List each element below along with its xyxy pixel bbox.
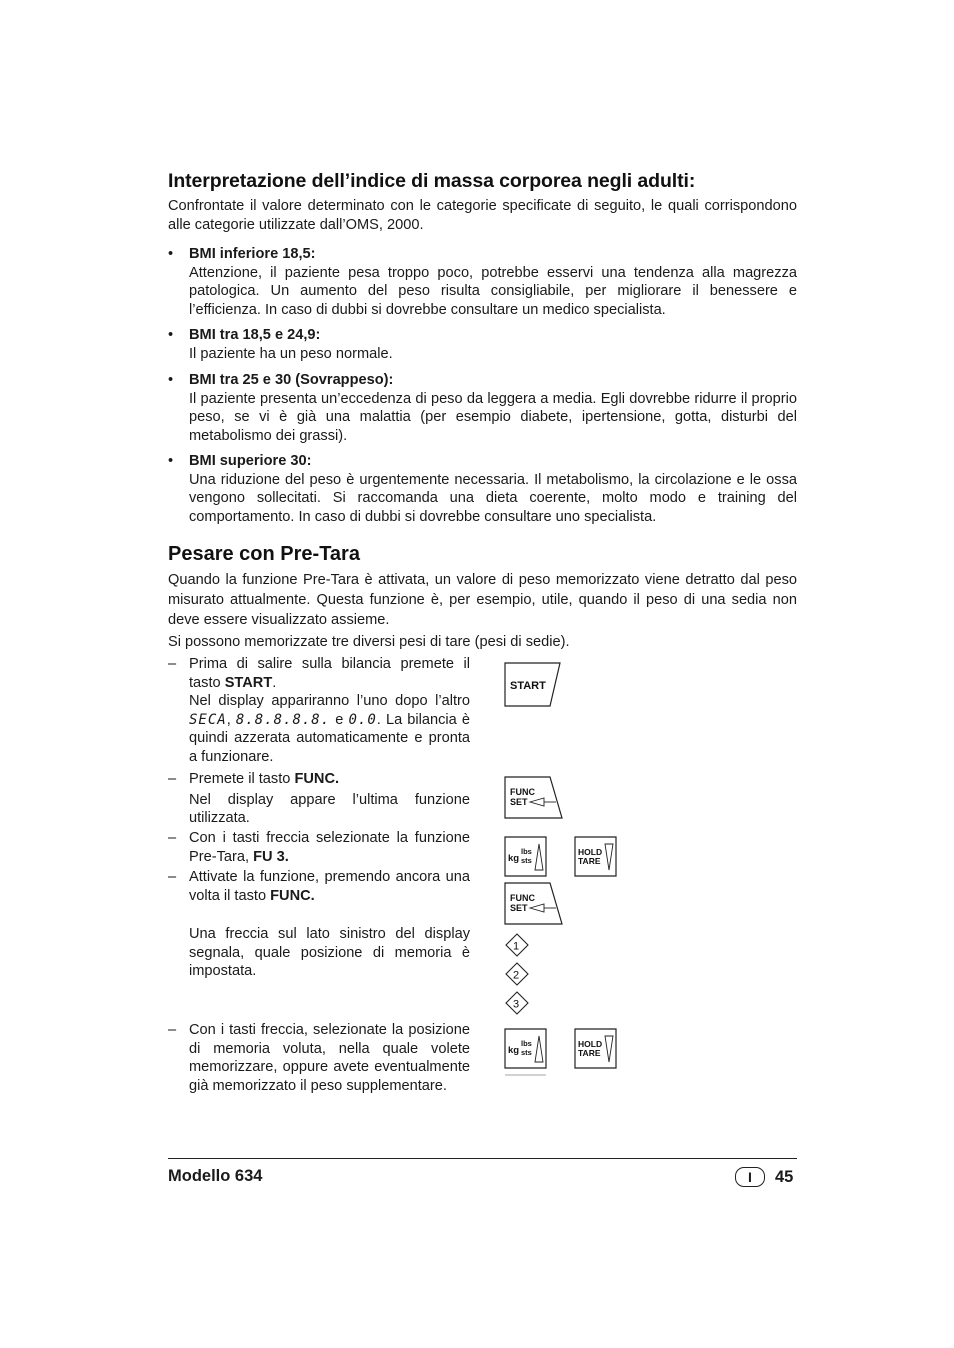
dash: – bbox=[168, 869, 177, 885]
list-item bbox=[168, 371, 797, 445]
kg-lbs-arrow-key[interactable] bbox=[504, 836, 548, 878]
hold-tare-arrow-key[interactable] bbox=[574, 1028, 620, 1070]
kg-label: kg bbox=[508, 1045, 520, 1056]
dash: – bbox=[168, 771, 177, 787]
step-text: Nel display appariranno l’uno dopo l’altro bbox=[189, 693, 470, 709]
step-text: Attivate la funzione, premendo ancora una volta il tasto bbox=[189, 869, 470, 904]
step-text: Nel display appare l’ultima funzione utilizzata. bbox=[189, 791, 470, 826]
list-item bbox=[168, 326, 797, 363]
dash: – bbox=[168, 1022, 177, 1038]
list-item bbox=[168, 452, 797, 526]
step-text: . bbox=[272, 674, 277, 691]
hold-tare-arrow-key[interactable] bbox=[574, 836, 620, 878]
kg-lbs-arrow-key[interactable] bbox=[504, 1028, 548, 1078]
kg-label: kg bbox=[508, 853, 520, 864]
lcd-seca: SECA bbox=[189, 711, 227, 728]
step-text: e bbox=[330, 711, 349, 728]
tare-label: TARE bbox=[578, 1048, 601, 1058]
section-title-pretara: Pesare con Pre-Tara bbox=[168, 543, 360, 565]
start-key[interactable] bbox=[504, 662, 562, 708]
dash: – bbox=[168, 656, 177, 672]
memory-3-icon bbox=[504, 991, 530, 1015]
list-item-heading: BMI superiore 30: bbox=[189, 453, 312, 469]
lbs-label: lbs bbox=[521, 1039, 532, 1048]
list-item-text: Il paziente presenta un’eccedenza di peso da leggera a media. Egli dovrebbe ridurre il proprio peso, se vi è già una malattia (per esempio diabete, ipertensione, gotta, disturbi del metabolismo dei grassi). bbox=[189, 390, 797, 444]
lbs-label: lbs bbox=[521, 847, 532, 856]
func-set-key[interactable] bbox=[504, 882, 564, 926]
section-intro-bmi: Confrontate il valore determinato con le categorie specificate di seguito, le quali corrispondono alle categorie utilizzate dall’OMS, 2000. bbox=[168, 198, 797, 233]
step-text: , bbox=[226, 711, 236, 728]
lcd-zero: 0.0 bbox=[348, 711, 377, 728]
list-item-heading: BMI inferiore 18,5: bbox=[189, 246, 316, 262]
list-item-heading: BMI tra 18,5 e 24,9: bbox=[189, 327, 321, 343]
list-item-text: Il paziente ha un peso normale. bbox=[189, 345, 393, 362]
step-text: Premete il tasto bbox=[189, 771, 295, 787]
list-item-text: Una riduzione del peso è urgentemente necessaria. Il metabolismo, la circolazione e le ossa vengono sollecitati. Si raccomanda una dieta coerente, molto modo e training del comportamento. In caso di dubbi si dovrebbe consultare uno specialista. bbox=[189, 471, 797, 525]
step-text: Una freccia sul lato sinistro del display segnala, quale posizione di memoria è impostata. bbox=[189, 926, 470, 979]
func-set-key[interactable] bbox=[504, 776, 564, 820]
set-label: SET bbox=[510, 903, 528, 913]
page-number: 45 bbox=[775, 1167, 794, 1186]
step-3 bbox=[168, 829, 470, 866]
memory-1-icon bbox=[504, 933, 530, 957]
section-intro-pretara: Quando la funzione Pre-Tara è attivata, un valore di peso memorizzato viene detratto dal peso misurato attualmente. Questa funzione è, per esempio, utile, quando il peso di una sedia non deve essere visualizzato assieme. bbox=[168, 572, 797, 628]
step-4 bbox=[168, 868, 470, 981]
section-intro2-pretara: Si possono memorizzate tre diversi pesi di tare (pesi di sedie). bbox=[168, 634, 570, 650]
language-badge: I bbox=[735, 1167, 765, 1187]
step-key-label: FUNC. bbox=[294, 771, 340, 787]
memory-2-icon bbox=[504, 962, 530, 986]
step-text: Prima di salire sulla bilancia premete il tasto bbox=[189, 656, 470, 691]
memory-2-label: 2 bbox=[513, 969, 520, 982]
step-5 bbox=[168, 1021, 470, 1095]
section-title-bmi: Interpretazione dell’indice di massa corporea negli adulti: bbox=[168, 170, 696, 192]
sts-label: sts bbox=[521, 1048, 532, 1057]
memory-1-label: 1 bbox=[513, 940, 520, 953]
start-key-label: START bbox=[510, 680, 546, 692]
bullet: • bbox=[168, 327, 174, 343]
step-text: Con i tasti freccia selezionate la funzione Pre-Tara, bbox=[189, 830, 470, 865]
step-text: . La bilancia è quindi azzerata automaticamente e pronta a funzionare. bbox=[189, 711, 470, 765]
list-item-text: Attenzione, il paziente pesa troppo poco, potrebbe esservi una tendenza alla magrezza patologica. Un aumento del peso risulta consigliabile, per migliorare il benessere e l’efficienza. In caso di dubbi si dovrebbe consultare un medico specialista. bbox=[189, 264, 797, 318]
step-key-label: FU 3. bbox=[253, 848, 289, 865]
bullet: • bbox=[168, 372, 174, 388]
step-key-label: START bbox=[224, 674, 273, 691]
hold-label: HOLD bbox=[578, 847, 603, 857]
footer-model: Modello 634 bbox=[168, 1167, 263, 1185]
sts-label: sts bbox=[521, 856, 532, 865]
footer-page-info bbox=[735, 1167, 793, 1187]
func-label: FUNC bbox=[510, 787, 535, 797]
lcd-segment-test: 8.8.8.8.8. bbox=[235, 711, 331, 728]
set-label: SET bbox=[510, 797, 528, 807]
dash: – bbox=[168, 830, 177, 846]
step-2 bbox=[168, 770, 470, 828]
step-key-label: FUNC. bbox=[270, 887, 315, 904]
step-text: Con i tasti freccia, selezionate la posizione di memoria voluta, nella quale volete memorizzare, oppure avete eventualmente già memorizzato il peso supplementare. bbox=[189, 1022, 470, 1094]
func-label: FUNC bbox=[510, 893, 535, 903]
list-item bbox=[168, 245, 797, 319]
memory-3-label: 3 bbox=[513, 998, 520, 1011]
hold-label: HOLD bbox=[578, 1039, 603, 1049]
bullet: • bbox=[168, 246, 174, 262]
list-item-heading: BMI tra 25 e 30 (Sovrappeso): bbox=[189, 372, 394, 388]
tare-label: TARE bbox=[578, 856, 601, 866]
footer-divider bbox=[168, 1158, 797, 1159]
bullet: • bbox=[168, 453, 174, 469]
step-1 bbox=[168, 655, 470, 766]
